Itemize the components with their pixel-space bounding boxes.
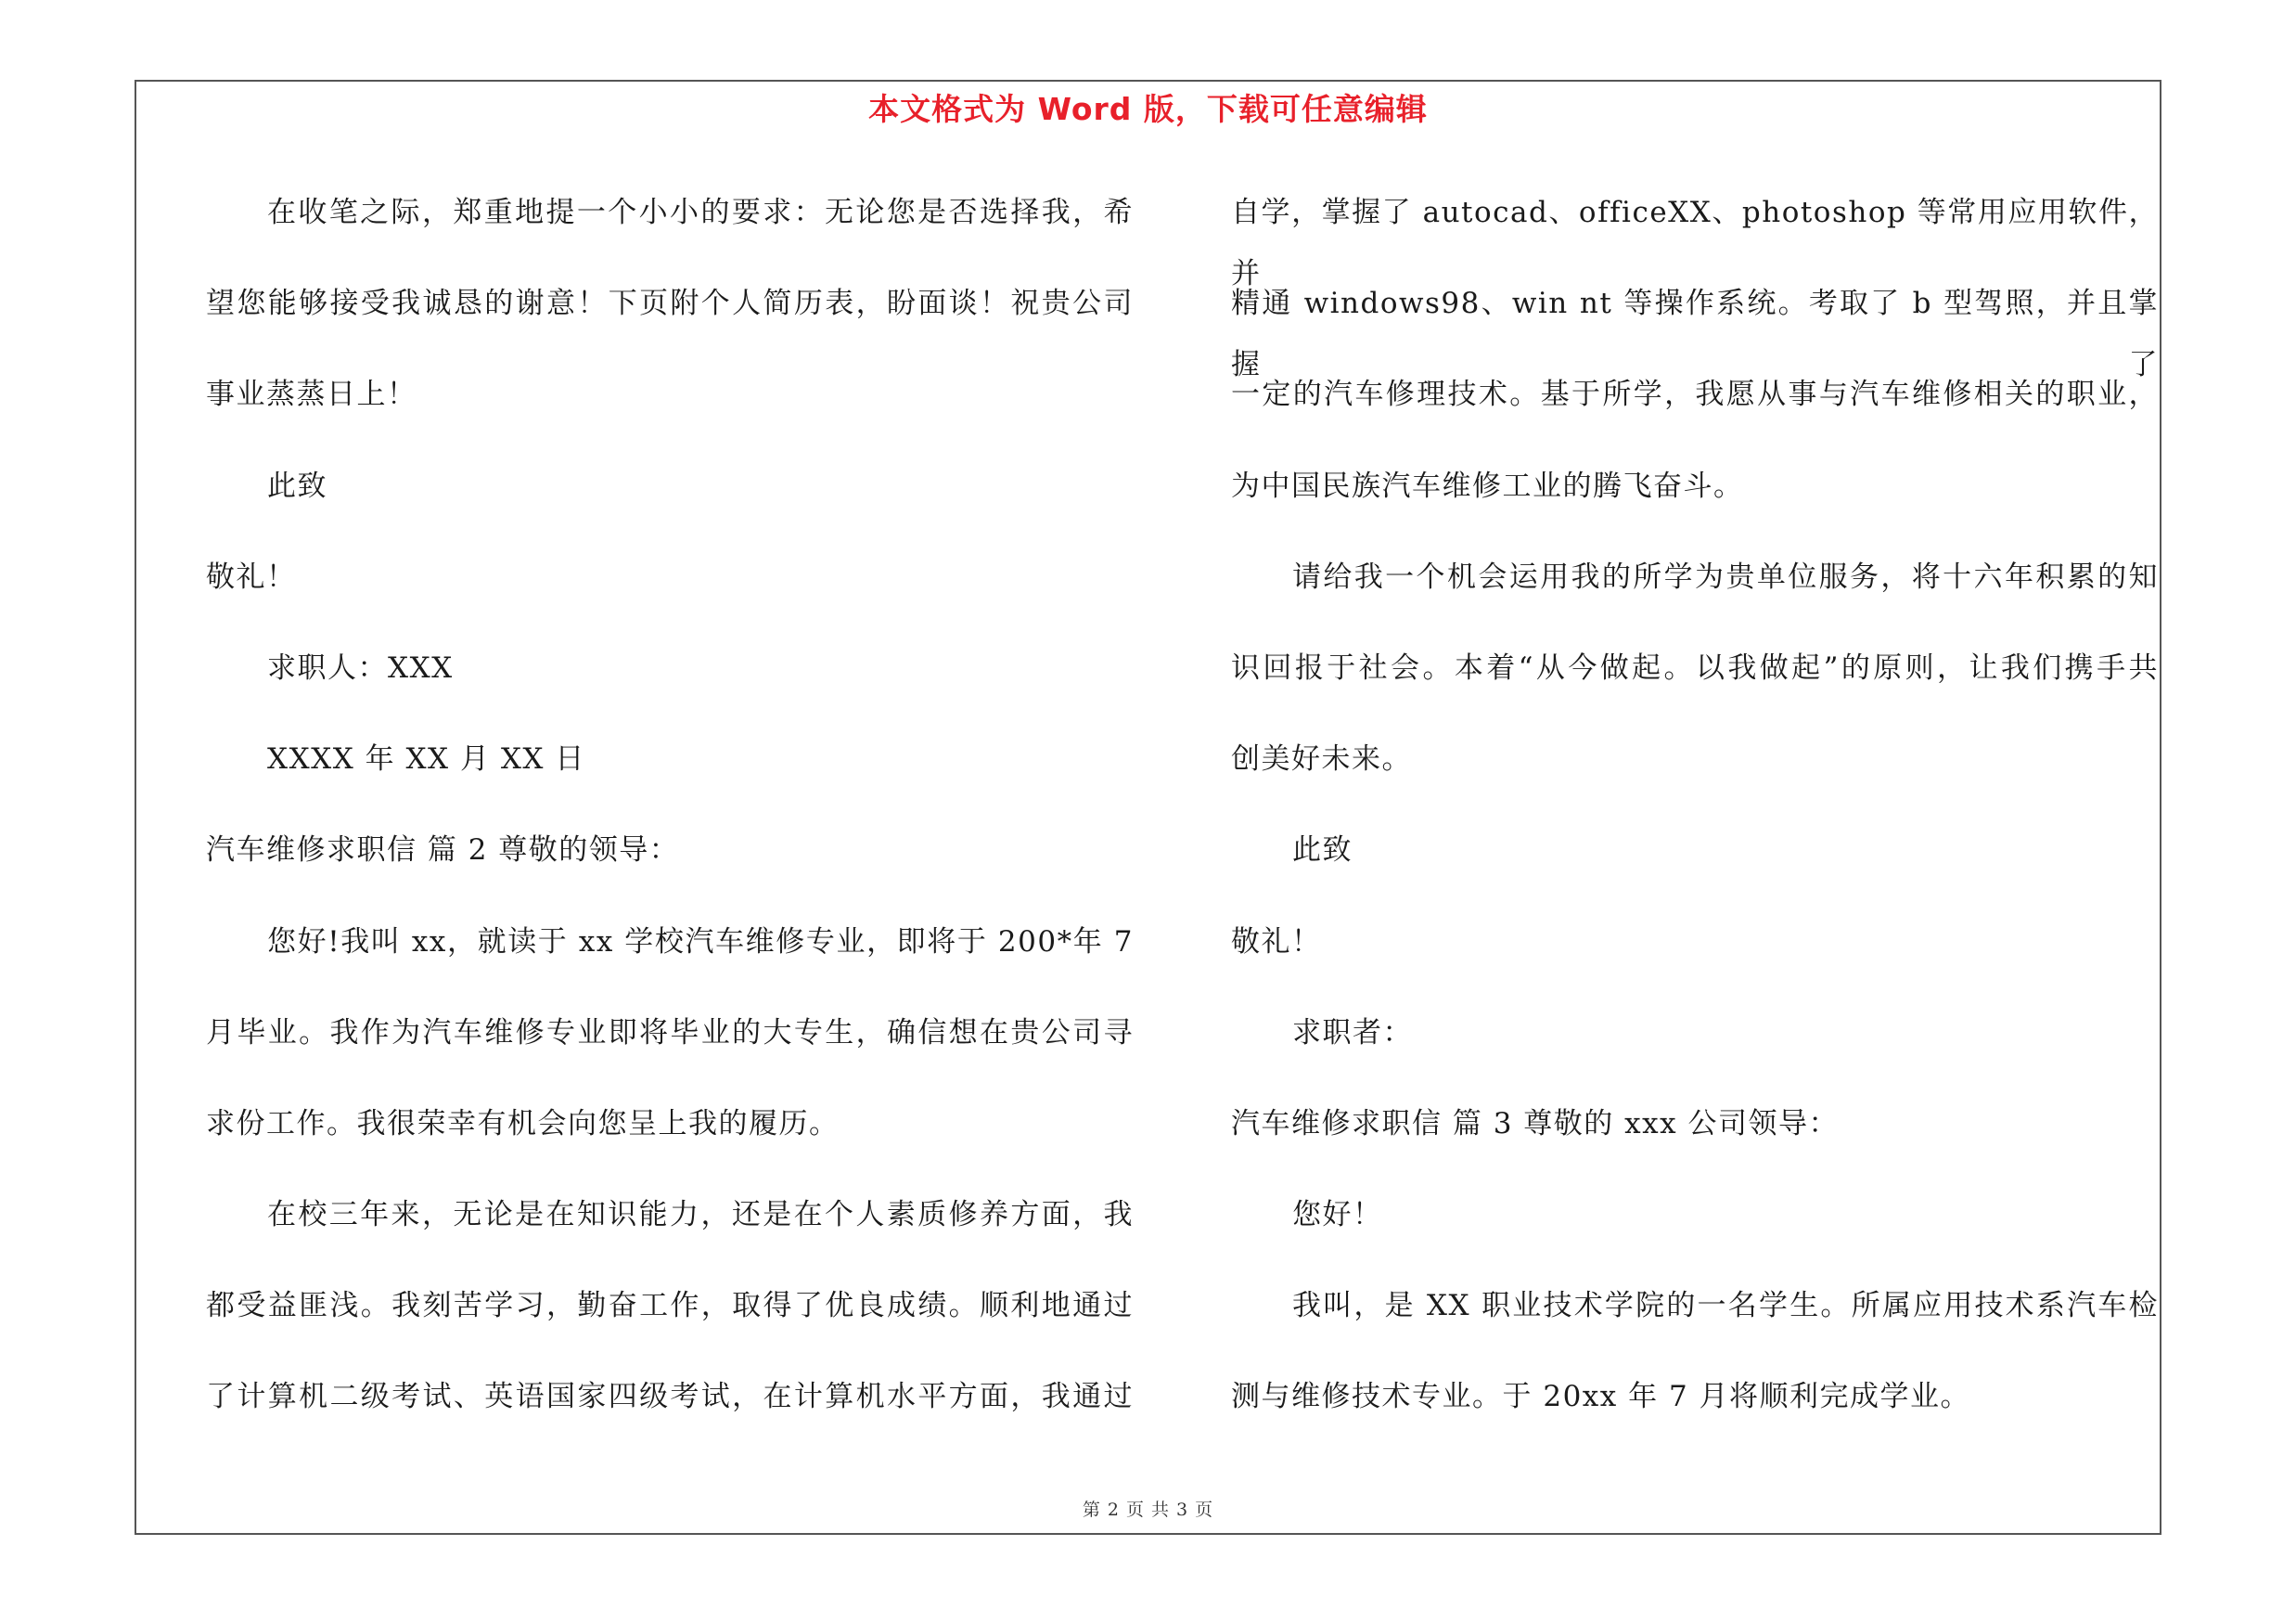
text-line: 求职者：: [1292, 1015, 1413, 1050]
text-line: 在收笔之际，郑重地提一个小小的要求：无论您是否选择我，希: [267, 196, 1134, 229]
text-line: 我叫，是 XX 职业技术学院的一名学生。所属应用技术系汽车检: [1292, 1289, 2159, 1323]
text-line: 事业蒸蒸日上！: [206, 378, 417, 412]
text-line: 请给我一个机会运用我的所学为贵单位服务，将十六年积累的知: [1292, 560, 2159, 594]
text-line: 都受益匪浅。我刻苦学习，勤奋工作，取得了优良成绩。顺利地通过: [206, 1289, 1134, 1323]
text-line: 创美好未来。: [1231, 742, 1412, 777]
text-line: 敬礼！: [206, 560, 297, 594]
text-line: 望您能够接受我诚恳的谢意！下页附个人简历表，盼面谈！祝贵公司: [206, 287, 1134, 321]
format-banner: 本文格式为 Word 版，下载可任意编辑: [868, 91, 1428, 127]
text-line: 求职人：XXX: [267, 650, 454, 685]
text-line: XXXX 年 XX 月 XX 日: [267, 742, 585, 777]
text-line: 汽车维修求职信 篇 2 尊敬的领导：: [206, 833, 680, 868]
text-line: 测与维修技术专业。于 20xx 年 7 月将顺利完成学业。: [1231, 1380, 1971, 1414]
text-line: 自学，掌握了 autocad、officeXX、photoshop 等常用应用软件，并: [1231, 196, 2159, 290]
text-line: 您好!我叫 xx，就读于 xx 学校汽车维修专业，即将于 200*年 7: [267, 924, 1134, 959]
text-line: 一定的汽车修理技术。基于所学，我愿从事与汽车维修相关的职业，: [1231, 378, 2159, 412]
page-footer: 第 2 页 共 3 页: [1082, 1500, 1214, 1520]
text-line: 求份工作。我很荣幸有机会向您呈上我的履历。: [206, 1106, 840, 1140]
text-line: 敬礼！: [1231, 924, 1322, 959]
text-line: 精通 windows98、win nt 等操作系统。考取了 b 型驾照，并且掌握了: [1231, 287, 2159, 382]
text-line: 在校三年来，无论是在知识能力，还是在个人素质修养方面，我: [267, 1198, 1134, 1232]
text-line: 为中国民族汽车维修工业的腾飞奋斗。: [1231, 469, 1744, 503]
text-line: 此致: [1292, 833, 1353, 868]
text-line: 月毕业。我作为汽车维修专业即将毕业的大专生，确信想在贵公司寻: [206, 1015, 1134, 1050]
text-line: 识回报于社会。本着“从今做起。以我做起”的原则，让我们携手共: [1231, 650, 2159, 685]
left-column: [206, 182, 1134, 1458]
text-line: 您好！: [1292, 1198, 1383, 1232]
text-line: 了计算机二级考试、英语国家四级考试，在计算机水平方面，我通过: [206, 1380, 1134, 1414]
text-line: 汽车维修求职信 篇 3 尊敬的 xxx 公司领导：: [1231, 1106, 1839, 1140]
text-line: 此致: [267, 469, 327, 503]
right-column: [1231, 182, 2159, 1458]
